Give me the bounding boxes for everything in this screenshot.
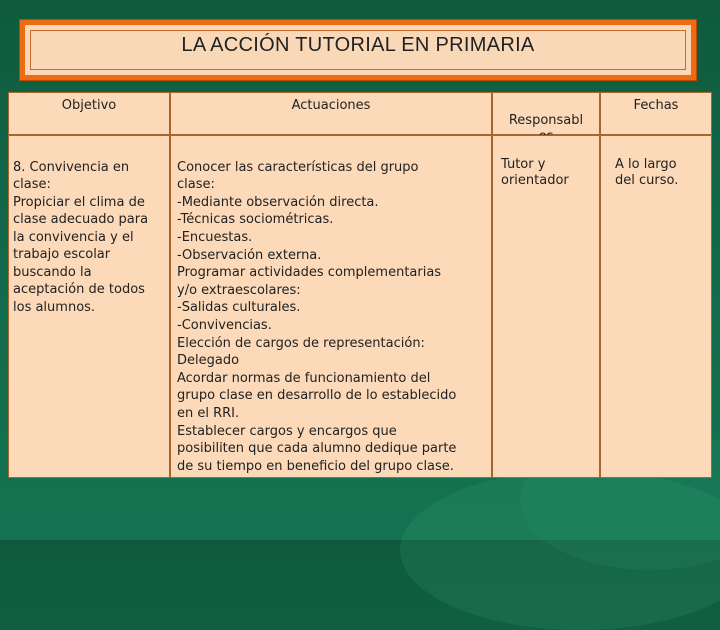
header-fechas [600,92,712,135]
responsables-text: Tutor y orientador [501,157,569,188]
title-box [20,20,696,80]
tutorial-table [8,92,712,478]
actuaciones-text: Conocer las características del grupo clase: -Mediante observación directa. -Técnicas sociométricas. -Encuestas. -Observación externa. Programar actividades complementarias y/o extraescolares: -Salidas culturales. -Convivencias. Elección de cargos de representación: Delegado Acordar normas de funcionamiento del grupo clase en desarrollo de lo establecido en el RRI. Establecer cargos y encargos que posibiliten que cada alumno dedique parte de su tiempo en beneficio del grupo clase. [177,159,457,474]
title-inner-frame [30,30,686,70]
header-fechas-label: Fechas [633,98,679,113]
objetivo-text: 8. Convivencia en clase: Propiciar el clima de clase adecuado para la convivencia y el trabajo escolar buscando la aceptación de todos los alumnos. [13,159,149,315]
header-responsables-label: Responsabl [508,113,584,128]
header-responsables [492,92,600,135]
cell-objetivo [8,135,170,478]
cell-fechas [600,135,712,478]
page-title: LA ACCIÓN TUTORIAL EN PRIMARIA [181,33,535,56]
cell-actuaciones [170,135,492,478]
header-actuaciones [170,92,492,135]
header-actuaciones-label: Actuaciones [291,98,371,113]
header-objetivo-label: Objetivo [61,98,117,113]
cell-responsables [492,135,600,478]
header-objetivo [8,92,170,135]
fechas-text: A lo largo del curso. [615,157,679,188]
